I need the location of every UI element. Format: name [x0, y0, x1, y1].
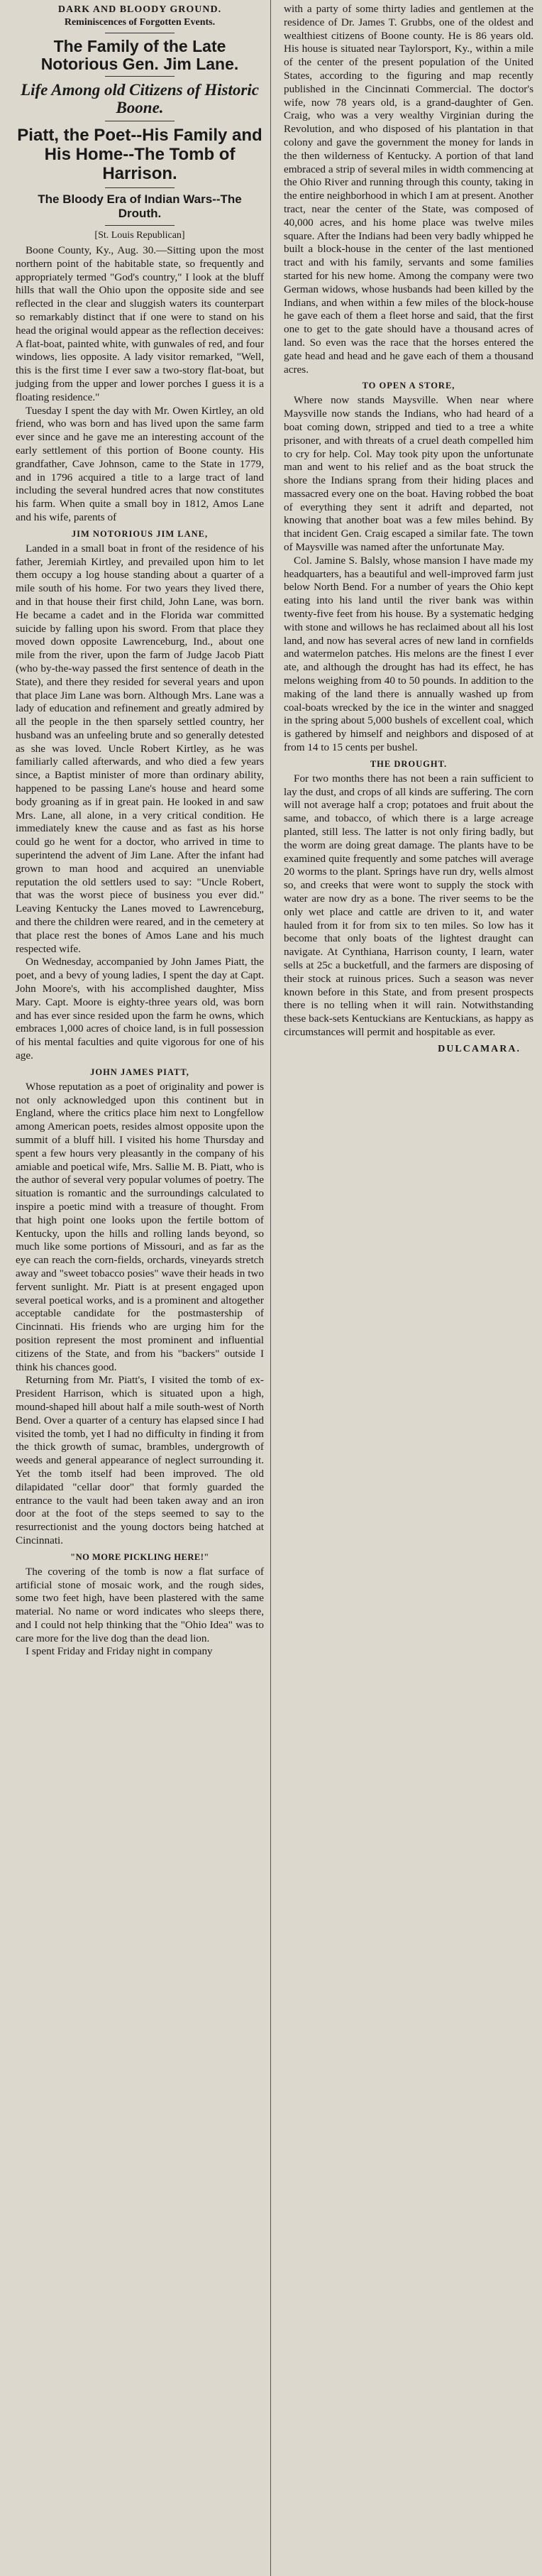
section-heading: JOHN JAMES PIATT,	[90, 1066, 189, 1077]
paragraph: Boone County, Ky., Aug. 30.—Sitting upon the most northern point of the habitable state, so frequently and appropriately termed "God's country," I look at the bluff hills that wall the Ohio upon the opposite side and see reflected in the clear and sluggish waters its counterpart so remarkably distinct that if one were to stand on his head the original would appear as the reflection deceives: A flat-boat, painted white, with gunwales of red, and four windows, lies opposite. A lady visitor remarked, "Well, this is the first time I ever saw a two-story flat-boat, but judging from the upper and lower porches I guess it is a floating residence."	[16, 244, 264, 403]
headline-piatt: Piatt, the Poet--His Family and His Home--The Tomb of Harrison.	[17, 126, 262, 183]
paragraph: On Wednesday, accompanied by John James Piatt, the poet, and a bevy of young ladies, I spent the day at Capt. John Moore's, with his accomplished daughter, Miss Mary. Capt. Moore is eighty-three years old, was born and has ever since resided upon the farm he owns, which embraces 1,000 acres of choice land, is in full possession of his mental faculties and quite vigorous for one of his age.	[16, 956, 264, 1062]
paragraph: Tuesday I spent the day with Mr. Owen Kirtley, an old friend, who was born and has lived upon the same farm ever since and he gave me an interesting account of the early settlement of this portion of Boone county. His grandfather, Cave Johnson, came to the State in 1779, and in 1796 acquired a title to a large tract of land including the several hundred acres that now constitutes his farm. When quite a small boy in 1812, Amos Lane and his wife, parents of	[16, 404, 264, 523]
kicker-subtitle: Reminiscences of Forgotten Events.	[64, 17, 216, 28]
headline-indian-wars: The Bloody Era of Indian Wars--The Drouth.	[38, 192, 242, 220]
divider	[105, 76, 175, 77]
left-column	[0, 3, 271, 2576]
headline-family: The Family of the Late Notorious Gen. Jim Lane.	[40, 37, 239, 73]
paragraph: Whose reputation as a poet of originality and power is not only acknowledged upon this continent but in England, where the critics place him next to Longfellow among American poets, resides almost opposite upon the summit of a bluff hill. I visited his home Thursday and spent a few hours very pleasantly in the company of his amiable and poetical wife, Mrs. Sallie M. B. Piatt, who is the author of several very popular volumes of poetry. The situation is romantic and the surroundings calculated to inspire a poetic mind with a treasure of thought. From that high point one looks upon the fertile bottom of Kentucky, upon the hills and rolling lands beyond, so much like some portions of Missouri, and as far as the eye can reach the corn-fields, orchards, vineyards stretch away and "sweet tobacco posies" wave their heads in two fervent sunlight. Mr. Piatt is at present engaged upon several poetical works, and is a prominent and altogether acceptable candidate for the postmastership of Cincinnati. His friends who are urging him for the position represent the most prominent and influential citizens of the State, and from his "backers" outside I think his chances good.	[16, 1080, 264, 1373]
paragraph: Landed in a small boat in front of the residence of his father, Jeremiah Kirtley, and prevailed upon him to let them occupy a log house standing about a quarter of a mile south of his home. For two years they lived there, and in that house their first child, John Lane, was born. He became a cadet and in the Florida war committed suicide by falling upon his sword. From that place they moved down opposite Lawrenceburg, Ind., about one mile from the river, upon the farm of Judge Jacob Piatt (who by-the-way passed the first sentence of death in the State), and there they resided for several years and upon that place Jim Lane was born. Although Mrs. Lane was a lady of education and refinement and greatly admired by all the people in the then sparsely settled country, her husband was an unfeeling brute and so generally detested as she was loved. Uncle Robert Kirtley, as he was familiarly called afterwards, and who died a few years since, a Baptist minister of more than ordinary ability, happened to be passing Lane's house and heard some body groaning as if in great pain. He looked in and saw Mrs. Lane, all alone, in a very critical condition. He immediately knew the cause and as fast as his horse could go he went for a doctor, who arrived in time to superintend the advent of Jim Lane. After the infant had grown to man hood and acquired an unenviable reputation the old settlers used to say: "Uncle Robert, that was the worst piece of business you ever did." Leaving Kentucky the Lanes moved to Lawrenceburg, and there the children were reared, and in the cemetery at that place rest the bones of Amos Lane and his much respected wife.	[16, 542, 264, 955]
divider	[105, 187, 175, 188]
right-column	[271, 3, 542, 2576]
section-heading: "NO MORE PICKLING HERE!"	[70, 1551, 209, 1562]
dateline: [St. Louis Republican]	[94, 230, 185, 241]
signature: DULCAMARA.	[438, 1043, 521, 1054]
headline-boone: Life Among old Citizens of Historic Boone.	[21, 81, 259, 116]
paragraph: Col. Jamine S. Balsly, whose mansion I have made my headquarters, has a beautiful and well-improved farm just below North Bend. For a number of years the Ohio kept eating into his land until the river bank was within twenty-five feet from his house. By a systematic hedging with stone and willows he has reclaimed about all his lost land, and now has several acres of new land in cornfields and watermelon patches. His melons are the finest I ever ate, and although the drought has had its effect, he has melons weighing from 40 to 50 pounds. In addition to the making of the land there is annually washed up from coal-boats wrecked by the ice in the winter and snagged in the spring about 5,000 bushels of excellent coal, which is gathered by himself and neighbors and disposed of at from 14 to 15 cents per bushel.	[284, 554, 533, 754]
paragraph: I spent Friday and Friday night in company	[26, 1645, 213, 1658]
paragraph: Where now stands Maysville. When near where Maysville now stands the Indians, who had heard of a boat coming down, stripped and tied to a tree a white prisoner, and with threats of a cruel death compelled him to cry for help. Col. May took pity upon the unfortunate man and went to his relief and as the boat struck the shore the Indians sprang from their hiding places and massacred every one on the boat. Having robbed the boat of everything they sent it adrift and departed, not knowing that another boat was a few miles behind. By that incident Gen. Craig escaped a similar fate. The town of Maysville was named after the unfortunate May.	[284, 394, 533, 554]
section-heading: JIM NOTORIOUS JIM LANE,	[71, 528, 209, 539]
paragraph: For two months there has not been a rain sufficient to lay the dust, and crops of all kinds are suffering. The corn will not average half a crop; potatoes and fruit about the same, and tobacco, of which there is a large acreage planted, still less. The latter is not only firing badly, but the worm are doing great damage. The plants have to be examined quite frequently and some patches will average 20 worms to the plant. Springs have run dry, wells almost so, and creeks that were wont to supply the stock with water are now dry as a bone. The river seems to be the only wet place and cattle are driven to it, and water hauled from it for from six to ten miles. So low has it become that only boats of the lightest draught can navigate. At Cynthiana, Harrison county, I learn, water sells at 25c a bucketfull, and the farmers are disposing of their stock at ruinous prices. Such a season was never known before in this State, and from present prospects there is no telling when it will rain. Notwithstanding these back-sets Kentuckians are Kentuckians, as happy as circumstances will permit and hospitable as ever.	[284, 772, 533, 1038]
paragraph: Returning from Mr. Piatt's, I visited the tomb of ex-President Harrison, which is situated upon a high, mound-shaped hill about half a mile south-west of North Bend. Over a quarter of a century has elapsed since I had visited the tomb, yet I had no difficulty in finding it from the thick growth of sumac, brambles, undergrowth of weeds and general appearance of neglect surrounding it. Yet the tomb itself had been improved. The old dilapidated "cellar door" that formly guarded the entrance to the vault had been taken away and an iron door at the foot of the steps seemed to say to the resurrectionist and the young doctors being hatched at Cincinnati.	[16, 1374, 264, 1546]
paragraph: The covering of the tomb is now a flat surface of artificial stone of mosaic work, and the rough sides, some two feet high, have been plastered with the same material. No name or word indicates who sleeps there, and I could not help thinking that the "Ohio Idea" was to care more for the live dog than the dead lion.	[16, 1565, 264, 1644]
divider	[105, 225, 175, 226]
section-heading: THE DROUGHT.	[370, 758, 448, 769]
section-heading: TO OPEN A STORE,	[362, 381, 455, 391]
paragraph: with a party of some thirty ladies and gentlemen at the residence of Dr. James T. Grubbs, one of the oldest and wealthiest citizens of Boone county. He is 86 years old. His house is situated near Taylorsport, Ky., within a mile of the center of the present population of the United States, according to the figuring and map recently published in the Cincinnati Commercial. The doctor's wife, now 78 years old, is a grand-daughter of Gen. Craig, who was a very wealthy Virginian during the Revolution, and who disposed of his plantation in that colony and gave the government the money for lands in the then wilderness of Kentucky. A portion of that land embraced a strip of several miles in width commencing at the Ohio River and running through this county, taking in the entire neighborhood in which I am at present. Another tract, near the center of the State, was composed of 40,000 acres, and his home place was twelve miles square. After the Indians had been very badly whipped he built a block-house in the center of the last mentioned tract and with his family, servants and some families started for his new home. Among the company were two German widows, whose husbands had been killed by the Indians, and when within a few miles of the block-house he gave each of them a fleet horse and said, that the first one to get to the gate should have a thousand acres of land. So even was the race that the horses entered the gate head and head and he gave each of them a thousand acres.	[284, 3, 533, 376]
kicker: DARK AND BLOODY GROUND.	[57, 4, 222, 15]
